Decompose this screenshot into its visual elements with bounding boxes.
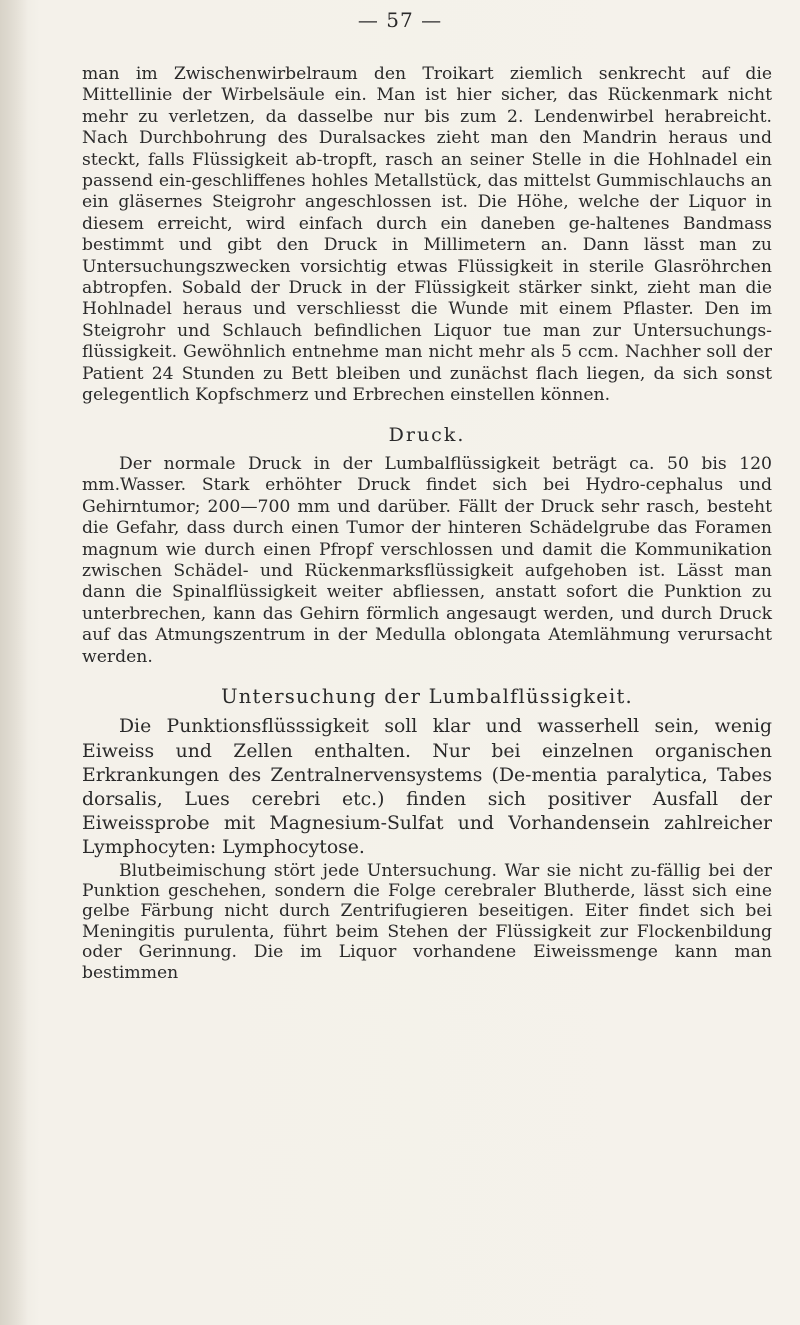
untersuchung-paragraph-1: Die Punktionsflüsssigkeit soll klar und wasserhell sein, wenig Eiweiss und Zellen enthalten. Nur bei einzelnen organischen Erkrankungen des Zentralnervensystems (De-mentia paralytica, Tabes dorsalis, Lues cerebri etc.) finden sich positiver Ausfall der Eiweissprobe mit Magnesium-Sulfat und Vorhandensein zahlreicher Lymphocyten: Lymphocytose. [82,716,772,859]
section-title-untersuchung: Untersuchung der Lumbalflüssigkeit. [221,684,633,708]
section-title-druck: Druck. [388,423,466,446]
page-body [82,64,772,983]
druck-paragraph: Der normale Druck in der Lumbalflüssigkeit beträgt ca. 50 bis 120 mm.Wasser. Stark erhöhter Druck findet sich bei Hydro-cephalus und Gehirntumor; 200—700 mm und darüber. Fällt der Druck sehr rasch, besteht die Gefahr, dass durch einen Tumor der hinteren Schädelgrube das Foramen magnum wie durch einen Pfropf verschlossen und damit die Kommunikation zwischen Schädel- und Rückenmarksflüssigkeit aufgehoben ist. Lässt man dann die Spinalflüssigkeit weiter abfliessen, anstatt sofort die Punktion zu unterbrechen, kann das Gehirn förmlich angesaugt werden, und durch Druck auf das Atmungszentrum in der Medulla oblongata Atemlähmung verursacht werden. [82,453,772,667]
intro-paragraph: man im Zwischenwirbelraum den Troikart ziemlich senkrecht auf die Mittellinie der Wirbelsäule ein. Man ist hier sicher, das Rückenmark nicht mehr zu verletzen, da dasselbe nur bis zum 2. Lendenwirbel herabreicht. Nach Durchbohrung des Duralsackes zieht man den Mandrin heraus und steckt, falls Flüssigkeit ab-tropft, rasch an seiner Stelle in die Hohlnadel ein passend ein-geschliffenes hohles Metallstück, das mittelst Gummischlauchs an ein gläsernes Steigrohr angeschlossen ist. Die Höhe, welche der Liquor in diesem erreicht, wird einfach durch ein daneben ge-haltenes Bandmass bestimmt und gibt den Druck in Millimetern an. Dann lässt man zu Untersuchungszwecken vorsichtig etwas Flüssigkeit in sterile Glasröhrchen abtropfen. Sobald der Druck in der Flüssigkeit stärker sinkt, zieht man die Hohlnadel heraus und verschliesst die Wunde mit einem Pflaster. Den im Steigrohr und Schlauch befindlichen Liquor tue man zur Untersuchungs-flüssigkeit. Gewöhnlich entnehme man nicht mehr als 5 ccm. Nachher soll der Patient 24 Stunden zu Bett bleiben und zunächst flach liegen, da sich sonst gelegentlich Kopfschmerz und Erbrechen einstellen können. [82,64,772,406]
page-number: — 57 — [357,8,443,32]
untersuchung-paragraph-2: Blutbeimischung stört jede Untersuchung. War sie nicht zu-fällig bei der Punktion geschehen, sondern die Folge cerebraler Blutherde, lässt sich eine gelbe Färbung nicht durch Zentrifugieren beseitigen. Eiter findet sich bei Meningitis purulenta, führt beim Stehen der Flüssigkeit zur Flockenbildung oder Gerinnung. Die im Liquor vorhandene Eiweissmenge kann man bestimmen [82,860,772,983]
page-gutter-shadow [0,0,28,1325]
